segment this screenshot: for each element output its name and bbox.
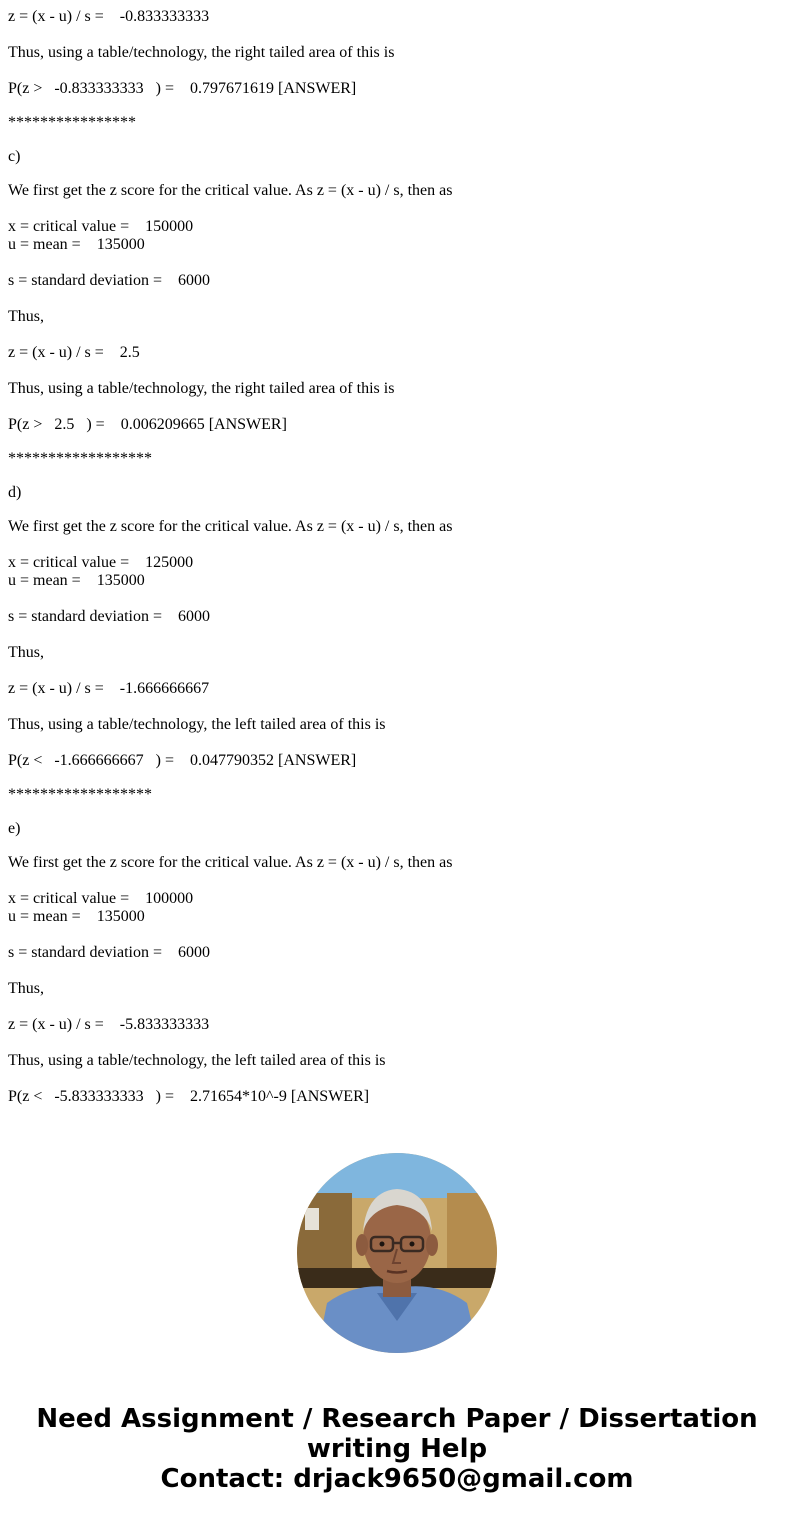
text-line: u = mean = 135000 [8,236,145,253]
author-avatar [297,1153,497,1353]
text-line: Thus, using a table/technology, the left tailed area of this is [8,716,386,733]
text-line: z = (x - u) / s = 2.5 [8,344,140,361]
text-line: z = (x - u) / s = -1.666666667 [8,680,210,697]
text-line: Thus, using a table/technology, the right tailed area of this is [8,44,395,61]
text-line: Thus, [8,980,44,997]
separator-line: **************** [8,114,136,131]
answer-line: P(z > -0.833333333 ) = 0.797671619 [ANSWER] [8,80,357,97]
text-line: x = critical value = 100000 [8,890,194,907]
text-line: s = standard deviation = 6000 [8,272,211,289]
section-label: c) [8,148,21,165]
answer-line: P(z > 2.5 ) = 0.006209665 [ANSWER] [8,416,287,433]
text-line: Thus, [8,308,44,325]
text-line: z = (x - u) / s = -5.833333333 [8,1016,210,1033]
promo-contact: Contact: drjack9650@gmail.com [160,1464,634,1494]
section-label: e) [8,820,21,837]
promo-headline: writing Help [306,1434,488,1464]
text-line: s = standard deviation = 6000 [8,944,211,961]
text-line: We first get the z score for the critical value. As z = (x - u) / s, then as [8,518,453,535]
text-line: x = critical value = 125000 [8,554,194,571]
answer-line: P(z < -5.833333333 ) = 2.71654*10^-9 [ANSWER] [8,1088,370,1105]
text-line: We first get the z score for the critical value. As z = (x - u) / s, then as [8,182,453,199]
promo-headline: Need Assignment / Research Paper / Dissertation [36,1404,758,1434]
separator-line: ****************** [8,786,152,803]
text-line: x = critical value = 150000 [8,218,194,235]
answer-line: P(z < -1.666666667 ) = 0.047790352 [ANSWER] [8,752,357,769]
text-line: Thus, using a table/technology, the right tailed area of this is [8,380,395,397]
separator-line: ****************** [8,450,152,467]
text-line: u = mean = 135000 [8,572,145,589]
text-line: Thus, using a table/technology, the left tailed area of this is [8,1052,386,1069]
section-label: d) [8,484,22,501]
text-line: u = mean = 135000 [8,908,145,925]
text-line: z = (x - u) / s = -0.833333333 [8,8,210,25]
text-line: We first get the z score for the critical value. As z = (x - u) / s, then as [8,854,453,871]
text-line: Thus, [8,644,44,661]
text-line: s = standard deviation = 6000 [8,608,211,625]
